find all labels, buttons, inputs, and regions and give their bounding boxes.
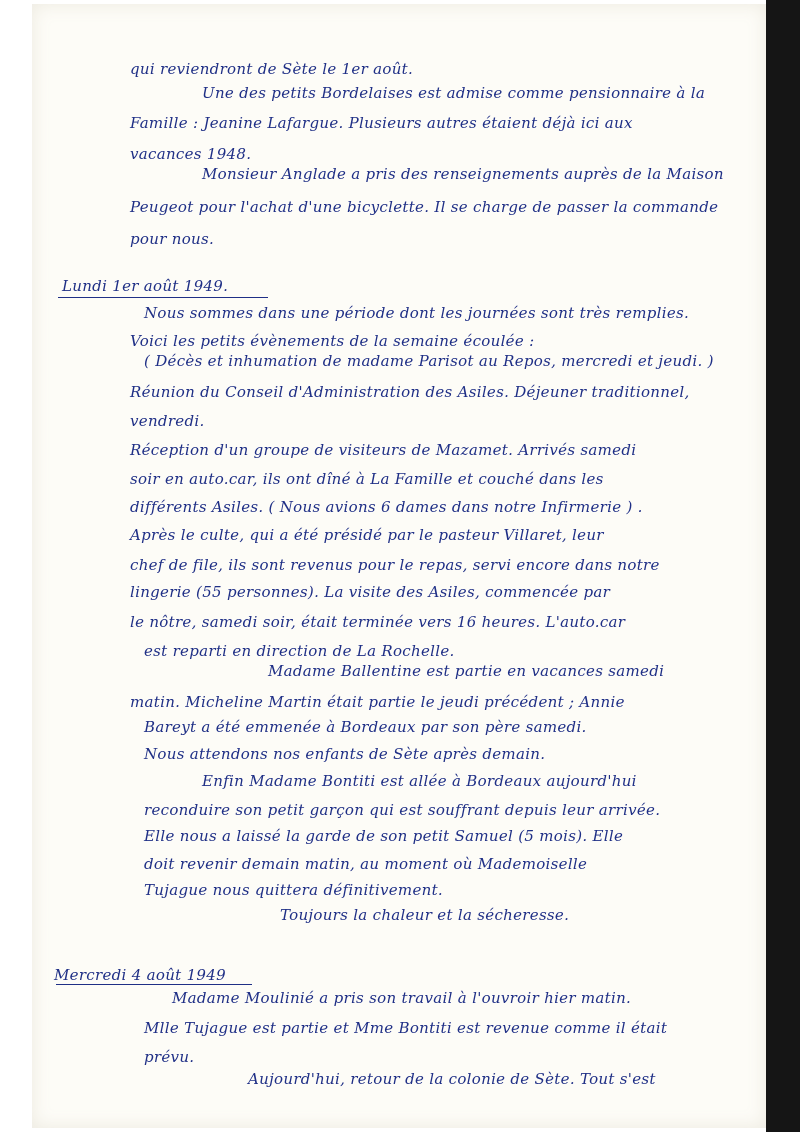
- text-line: Monsieur Anglade a pris des renseignements auprès de la Maison: [202, 165, 724, 183]
- text-line: Après le culte, qui a été présidé par le pasteur Villaret, leur: [130, 526, 604, 544]
- text-line: prévu.: [144, 1048, 195, 1066]
- date-underline: [56, 984, 252, 985]
- text-line: le nôtre, samedi soir, était terminée vers 16 heures. L'auto.car: [130, 613, 626, 631]
- text-line: soir en auto.car, ils ont dîné à La Famille et couché dans les: [130, 470, 604, 488]
- text-line: Madame Ballentine est partie en vacances samedi: [268, 662, 665, 680]
- text-line: Réunion du Conseil d'Administration des Asiles. Déjeuner traditionnel,: [130, 383, 690, 401]
- text-line: Bareyt a été emmenée à Bordeaux par son père samedi.: [144, 718, 587, 736]
- text-line: Mlle Tujague est partie et Mme Bontiti est revenue comme il était: [144, 1019, 668, 1037]
- text-line: matin. Micheline Martin était partie le jeudi précédent ; Annie: [130, 693, 625, 711]
- text-line: Famille : Jeanine Lafargue. Plusieurs autres étaient déjà ici aux: [130, 114, 633, 132]
- text-line: qui reviendront de Sète le 1er août.: [130, 60, 414, 78]
- text-line: Nous attendons nos enfants de Sète après demain.: [144, 745, 546, 763]
- text-line: doit revenir demain matin, au moment où Mademoiselle: [144, 855, 588, 873]
- scan-margin: [0, 0, 32, 1132]
- entry-date: Mercredi 4 août 1949: [54, 966, 226, 984]
- text-line: Nous sommes dans une période dont les journées sont très remplies.: [144, 304, 690, 322]
- text-line: Tujague nous quittera définitivement.: [144, 881, 443, 899]
- text-line: différents Asiles. ( Nous avions 6 dames dans notre Infirmerie ) .: [130, 498, 643, 516]
- text-line: Peugeot pour l'achat d'une bicyclette. Il se charge de passer la commande: [130, 198, 719, 216]
- text-line: Réception d'un groupe de visiteurs de Mazamet. Arrivés samedi: [130, 441, 637, 459]
- text-line: est reparti en direction de La Rochelle.: [144, 642, 455, 660]
- text-line: chef de file, ils sont revenus pour le repas, servi encore dans notre: [130, 556, 660, 574]
- text-line: vendredi.: [130, 412, 205, 430]
- text-line: reconduire son petit garçon qui est souffrant depuis leur arrivée.: [144, 801, 661, 819]
- text-line: Elle nous a laissé la garde de son petit Samuel (5 mois). Elle: [144, 827, 624, 845]
- handwritten-page: [32, 4, 766, 1128]
- text-line: ( Décès et inhumation de madame Parisot au Repos, mercredi et jeudi. ): [144, 352, 714, 370]
- text-line: Une des petits Bordelaises est admise comme pensionnaire à la: [202, 84, 706, 102]
- text-line: Toujours la chaleur et la sécheresse.: [280, 906, 570, 924]
- date-underline: [58, 297, 268, 298]
- entry-date: Lundi 1er août 1949.: [62, 277, 229, 295]
- text-line: Madame Moulinié a pris son travail à l'ouvroir hier matin.: [172, 989, 632, 1007]
- text-line: Voici les petits évènements de la semaine écoulée :: [130, 332, 535, 350]
- text-line: lingerie (55 personnes). La visite des Asiles, commencée par: [130, 583, 611, 601]
- scan-dark-edge: [766, 0, 800, 1132]
- text-line: pour nous.: [130, 230, 215, 248]
- text-line: Aujourd'hui, retour de la colonie de Sète. Tout s'est: [248, 1070, 656, 1088]
- text-line: Enfin Madame Bontiti est allée à Bordeaux aujourd'hui: [202, 772, 637, 790]
- text-line: vacances 1948.: [130, 145, 252, 163]
